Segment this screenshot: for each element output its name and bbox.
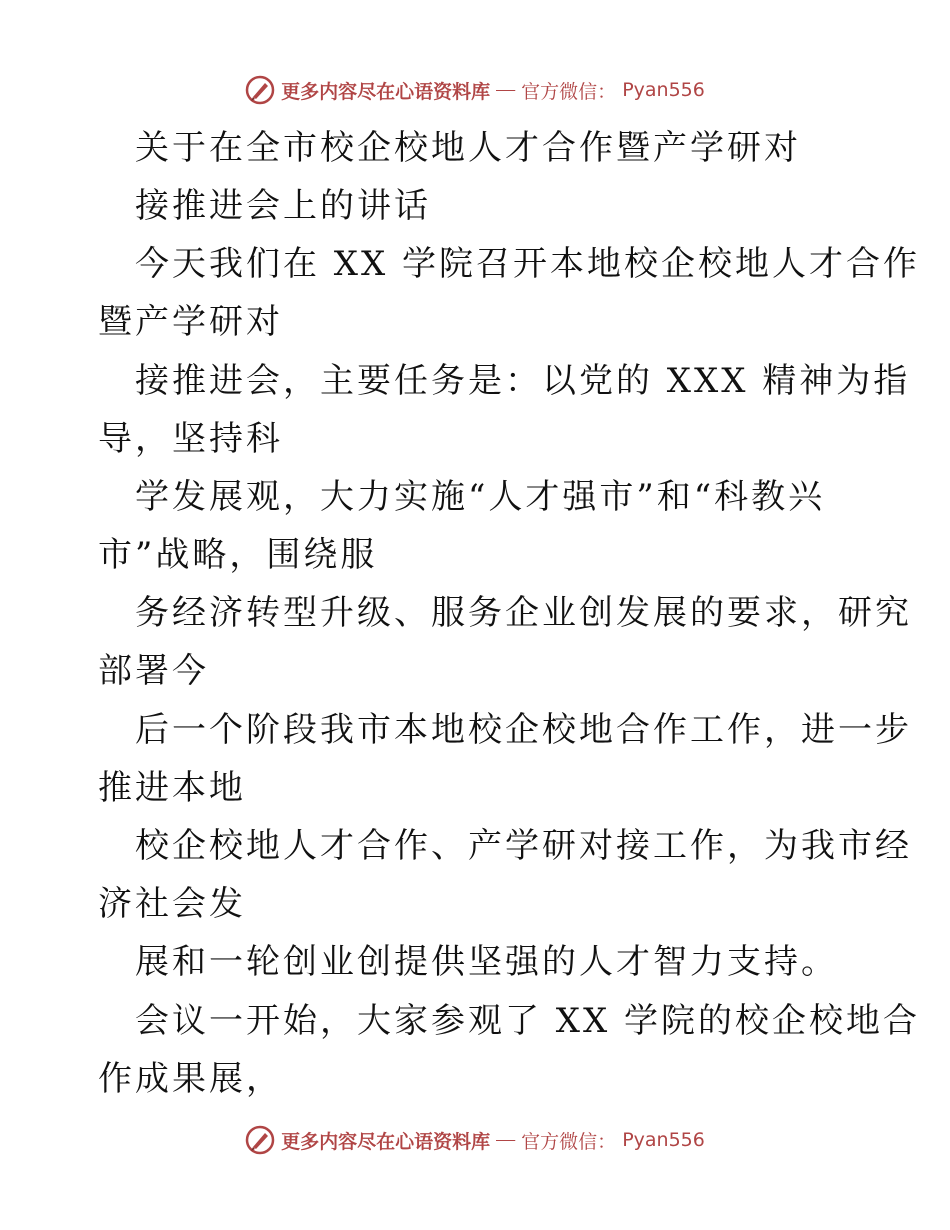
doc-line: 会议一开始，大家参观了 XX 学院的校企校地合 [135,1001,921,1041]
doc-line: 导，坚持科 [98,419,283,459]
footer-watermark-banner [0,1120,950,1160]
watermark-text: 更多内容尽在心语资料库 [281,1130,491,1153]
doc-line: 接推进会，主要任务是：以党的 XXX 精神为指 [135,361,911,401]
header-watermark-banner [0,70,950,110]
watermark-label: 官方微信： [521,1130,617,1153]
doc-line: 校企校地人才合作、产学研对接工作，为我市经 [135,826,912,866]
doc-line: 暨产学研对 [98,302,283,342]
doc-line: 务经济转型升级、服务企业创发展的要求，研究 [135,593,912,633]
watermark-separator: — [496,1129,516,1150]
watermark-id: Pyan556 [622,1129,705,1151]
doc-line: 学发展观，大力实施“人才强市”和“科教兴 [135,477,826,517]
watermark-text: 更多内容尽在心语资料库 [281,80,491,103]
doc-line: 作成果展， [98,1059,283,1099]
doc-line: 推进本地 [98,768,246,808]
doc-line: 后一个阶段我市本地校企校地合作工作，进一步 [135,710,912,750]
watermark-separator: — [496,79,516,100]
watermark-label: 官方微信： [521,80,617,103]
doc-line: 展和一轮创业创提供坚强的人才智力支持。 [135,942,838,982]
pen-logo-icon [245,75,275,105]
doc-title-line-1: 关于在全市校企校地人才合作暨产学研对 [135,128,801,168]
doc-title-line-2: 接推进会上的讲话 [135,186,431,226]
watermark-id: Pyan556 [622,79,705,101]
doc-line: 今天我们在 XX 学院召开本地校企校地人才合作 [135,244,921,284]
doc-line: 部署今 [98,651,209,691]
pen-logo-icon [245,1125,275,1155]
doc-line: 济社会发 [98,884,246,924]
doc-line: 市”战略，围绕服 [98,535,378,575]
